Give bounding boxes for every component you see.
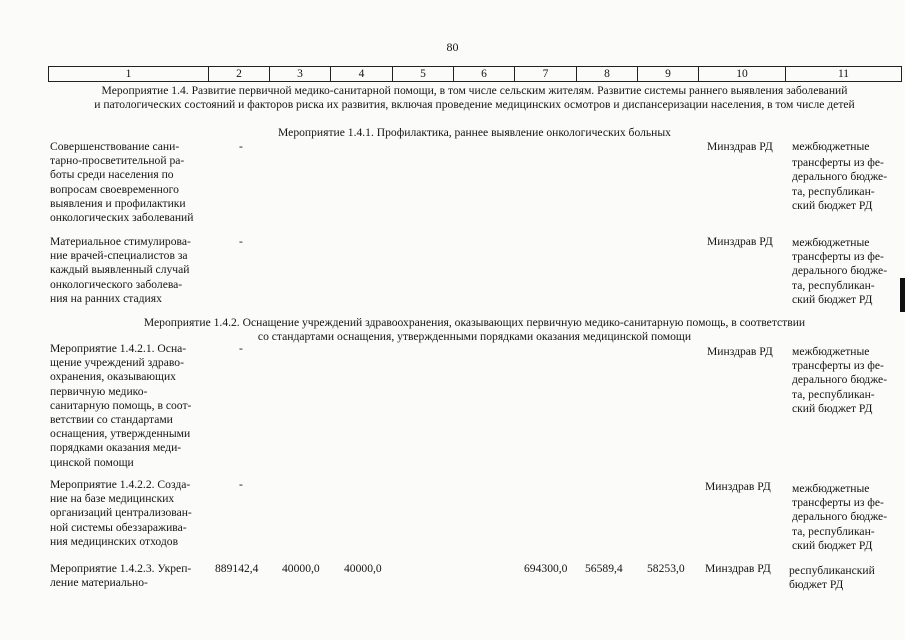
col3-value: 40000,0	[282, 562, 320, 575]
source-line: межбюджетные	[792, 140, 870, 153]
funding-source-cell	[792, 140, 887, 213]
section-heading-line: Мероприятие 1.4. Развитие первичной медико-санитарной помощи, в том числе сельским жителям. Развитие системы раннего выявления заболеваний	[101, 84, 848, 97]
name-line: ние на базе медицинских	[50, 492, 175, 506]
table-header-row	[48, 66, 902, 82]
col9-value: 58253,0	[647, 562, 685, 575]
funding-source-cell	[789, 564, 875, 592]
source-line: та, республикан-	[792, 387, 875, 401]
source-line: межбюджетные	[792, 236, 870, 249]
executor-cell: Минздрав РД	[705, 480, 771, 493]
name-line: ния на ранних стадиях	[50, 291, 162, 305]
name-line: вопросам своевременного	[50, 182, 179, 196]
name-line: Мероприятие 1.4.2.1. Осна-	[50, 342, 187, 355]
name-line: выявления и профилактики	[50, 196, 186, 210]
name-line: каждый выявленный случай	[50, 263, 190, 277]
source-line: межбюджетные	[792, 345, 870, 358]
header-col-8: 8	[577, 67, 638, 81]
name-line: ление материально-	[50, 576, 148, 590]
name-line: порядками оказания меди-	[50, 441, 182, 455]
source-line: дерального бюдже-	[792, 170, 888, 184]
name-line: ние врачей-специалистов за	[50, 249, 188, 263]
name-line: организаций централизован-	[50, 506, 192, 520]
source-line: трансферты из фе-	[792, 250, 884, 264]
executor-cell: Минздрав РД	[707, 140, 773, 153]
source-line: та, республикан-	[792, 278, 875, 292]
col2-value: -	[239, 140, 243, 153]
row-name-cell	[50, 342, 191, 470]
name-line: охранения, оказывающих	[50, 370, 176, 384]
name-line: онкологических заболеваний	[50, 211, 194, 225]
source-line: бюджет РД	[789, 578, 844, 592]
col2-value: 889142,4	[215, 562, 259, 575]
page-number: 80	[446, 40, 459, 54]
source-line: трансферты из фе-	[792, 156, 884, 170]
name-line: ветствии со стандартами	[50, 413, 173, 427]
header-col-9: 9	[638, 67, 699, 81]
name-line: оснащения, утвержденными	[50, 427, 191, 441]
header-col-7: 7	[515, 67, 577, 81]
name-line: боты среди населения по	[50, 168, 174, 182]
name-line: ной системы обеззаражива-	[50, 520, 187, 534]
subsection-heading-line: Мероприятие 1.4.2. Оснащение учреждений здравоохранения, оказывающих первичную медико-санитарную помощь, в соответствии	[143, 316, 806, 329]
name-line: Мероприятие 1.4.2.2. Созда-	[50, 478, 191, 491]
name-line: санитарную помощь, в соот-	[50, 398, 192, 412]
name-line: Мероприятие 1.4.2.3. Укреп-	[50, 562, 192, 575]
header-col-2: 2	[209, 67, 270, 81]
source-line: трансферты из фе-	[792, 496, 884, 510]
col2-value: -	[239, 235, 243, 248]
col2-value: -	[239, 342, 243, 355]
header-col-1: 1	[49, 67, 209, 81]
funding-source-cell	[792, 236, 887, 307]
source-line: та, республикан-	[792, 184, 875, 198]
name-line: первичную медико-	[50, 384, 148, 398]
col2-value: -	[239, 478, 243, 491]
executor-cell: Минздрав РД	[705, 562, 771, 575]
source-line: межбюджетные	[792, 482, 870, 495]
section-heading-1-4	[48, 84, 901, 112]
name-line: тарно-просветительной ра-	[50, 154, 185, 168]
col7-value: 694300,0	[524, 562, 568, 575]
name-line: щение учреждений здраво-	[50, 356, 184, 370]
source-line: республиканский	[789, 564, 875, 577]
funding-source-cell	[792, 482, 887, 553]
source-line: трансферты из фе-	[792, 359, 884, 373]
row-name-cell	[50, 235, 191, 306]
name-line: онкологического заболева-	[50, 277, 183, 291]
source-line: та, республикан-	[792, 524, 875, 538]
scan-edge-mark	[900, 278, 905, 312]
header-col-11: 11	[786, 67, 902, 81]
name-line: Материальное стимулирова-	[50, 235, 191, 248]
header-col-3: 3	[270, 67, 331, 81]
source-line: ский бюджет РД	[792, 292, 873, 306]
header-col-10: 10	[699, 67, 786, 81]
col4-value: 40000,0	[344, 562, 382, 575]
row-name-cell	[50, 478, 192, 549]
subsection-heading-line: со стандартами оснащения, утвержденными порядками оказания медицинской помощи	[257, 330, 692, 344]
source-line: дерального бюдже-	[792, 510, 888, 524]
subsection-heading-1-4-1: Мероприятие 1.4.1. Профилактика, раннее выявление онкологических больных	[278, 126, 671, 139]
source-line: ский бюджет РД	[792, 538, 873, 552]
header-col-5: 5	[393, 67, 454, 81]
subsection-heading-1-4-2	[48, 316, 901, 344]
executor-cell: Минздрав РД	[707, 345, 773, 358]
name-line: Совершенствование сани-	[50, 140, 180, 153]
header-col-4: 4	[331, 67, 393, 81]
name-line: цинской помощи	[50, 455, 134, 469]
row-name-cell	[50, 140, 193, 225]
source-line: дерального бюдже-	[792, 264, 888, 278]
header-col-6: 6	[454, 67, 515, 81]
source-line: дерального бюдже-	[792, 373, 888, 387]
col8-value: 56589,4	[585, 562, 623, 575]
funding-source-cell	[792, 345, 887, 416]
name-line: ния медицинских отходов	[50, 534, 179, 548]
section-heading-line: и патологических состояний и факторов риска их развития, включая проведение медицинских осмотров и диспансеризации населения, в том числе детей	[94, 98, 855, 112]
source-line: ский бюджет РД	[792, 401, 873, 415]
source-line: ский бюджет РД	[792, 198, 873, 212]
row-name-cell	[50, 562, 191, 590]
executor-cell: Минздрав РД	[707, 235, 773, 248]
